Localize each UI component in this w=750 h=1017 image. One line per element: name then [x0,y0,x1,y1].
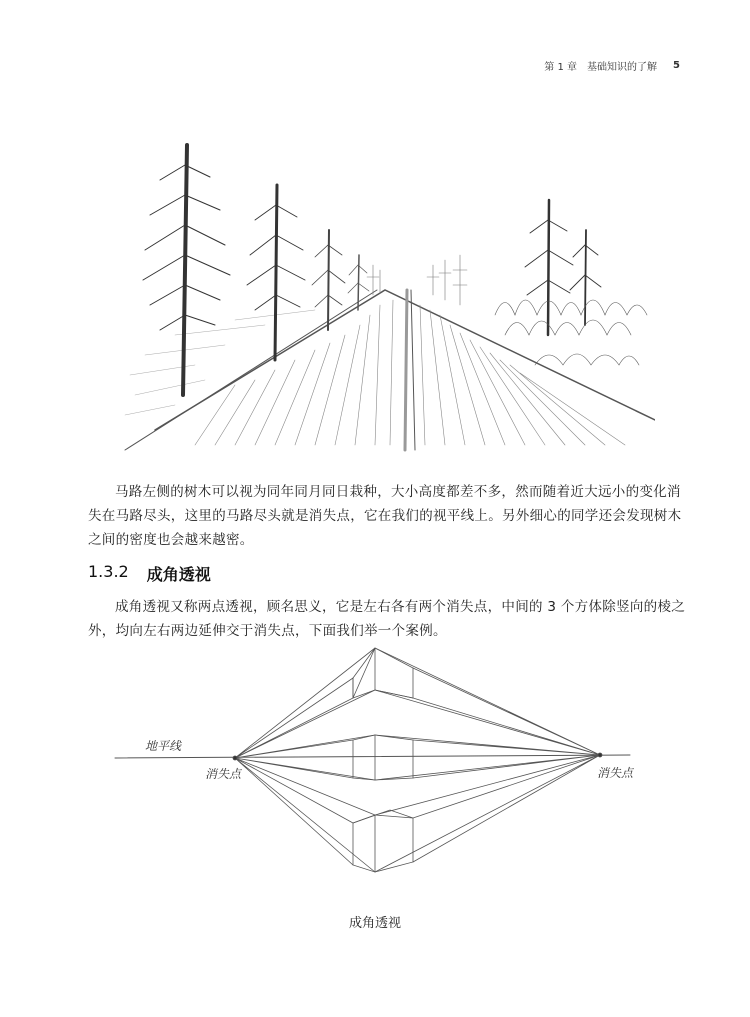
paragraph-two-point: 成角透视又称两点透视，顾名思义，它是左右各有两个消失点，中间的 3 个方体除竖向的棱之外，均向左右两边延伸交于消失点，下面我们举一个案例。 [88,599,686,639]
section-title: 成角透视 [146,565,211,584]
section-number: 1.3.2 [88,562,129,581]
page-number: 5 [673,60,680,71]
section-heading [88,562,211,585]
figure-caption: 成角透视 [348,916,401,931]
chapter-title: 第 1 章 基础知识的了解 [544,62,658,73]
vanishing-point-left [233,756,237,760]
vanishing-point-right [598,753,602,757]
two-point-perspective-diagram [105,640,645,900]
road-trees-sketch [115,85,655,470]
running-header [544,58,680,73]
paragraph-road: 马路左侧的树木可以视为同年同月同日栽种，大小高度都差不多，然而随着近大远小的变化消失在马路尽头，这里的马路尽头就是消失点，它在我们的视平线上。另外细心的同学还会发现树木之间的密度也会越来越密。 [88,484,682,548]
label-horizon: 地平线 [145,739,182,753]
label-vanishing-point-right: 消失点 [597,766,634,780]
label-vanishing-point-left: 消失点 [205,767,242,781]
